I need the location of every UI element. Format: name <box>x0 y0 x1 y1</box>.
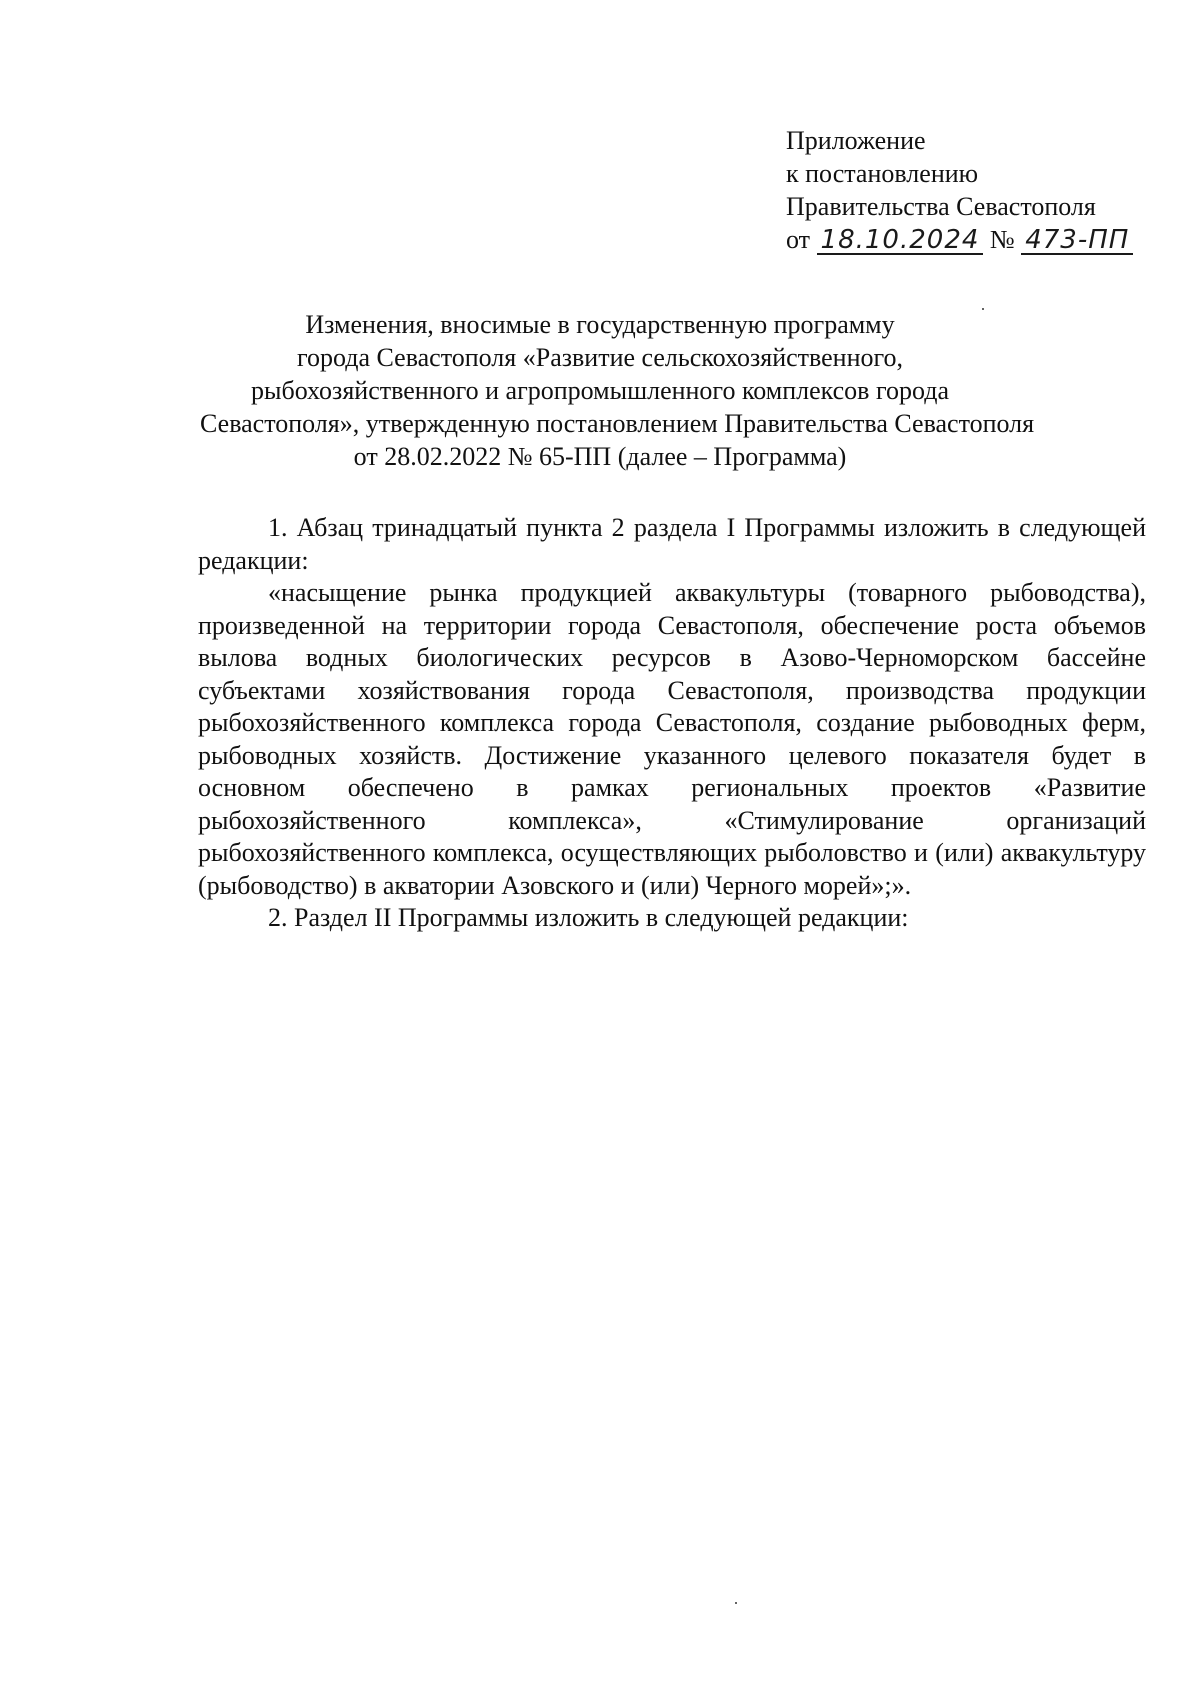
title-line-5: от 28.02.2022 № 65-ПП (далее – Программа) <box>353 442 847 471</box>
number-sign: № <box>989 225 1015 254</box>
title-line-2: города Севастополя «Развитие сельскохозяйственного, <box>296 343 904 372</box>
appendix-line-1: Приложение <box>786 126 926 155</box>
scan-speck <box>735 1602 737 1604</box>
item-2-paragraph: 2. Раздел II Программы изложить в следующей редакции: <box>268 903 909 932</box>
date-prefix: от <box>786 225 811 254</box>
appendix-line-3: Правительства Севастополя <box>786 192 1096 221</box>
appendix-block <box>786 124 1133 256</box>
title-line-4: Севастополя», утвержденную постановлением Правительства Севастополя <box>200 409 1035 438</box>
document-title <box>200 308 1035 473</box>
item-1-paragraph: 1. Абзац тринадцатый пункта 2 раздела I Программы изложить в следующей редакции: <box>198 513 1146 575</box>
title-line-1: Изменения, вносимые в государственную программу <box>305 310 895 339</box>
appendix-line-2: к постановлению <box>786 159 979 188</box>
handwritten-date: 18.10.2024 <box>817 227 984 255</box>
handwritten-number: 473-ПП <box>1021 227 1133 255</box>
appendix-date-line <box>786 223 1133 256</box>
quoted-paragraph: «насыщение рынка продукцией аквакультуры (товарного рыбоводства), произведенной на территории города Севастополя, обеспечение роста объемов вылова водных биологических ресурсов в Азово-Черноморском бассейне субъектами хозяйствования города Севастополя, производства продукции рыбохозяйственного комплекса города Севастополя, создание рыбоводных ферм, рыбоводных хозяйств. Достижение указанного целевого показателя будет в основном обеспечено в рамках региональных проектов «Развитие рыбохозяйственного комплекса», «Стимулирование организаций рыбохозяйственного комплекса, осуществляющих рыболовство и (или) аквакультуру (рыбоводство) в акватории Азовского и (или) Черного морей»;». <box>198 578 1146 900</box>
scan-speck <box>982 308 984 310</box>
title-line-3: рыбохозяйственного и агропромышленного комплексов города <box>251 376 949 405</box>
document-body <box>198 512 1146 935</box>
